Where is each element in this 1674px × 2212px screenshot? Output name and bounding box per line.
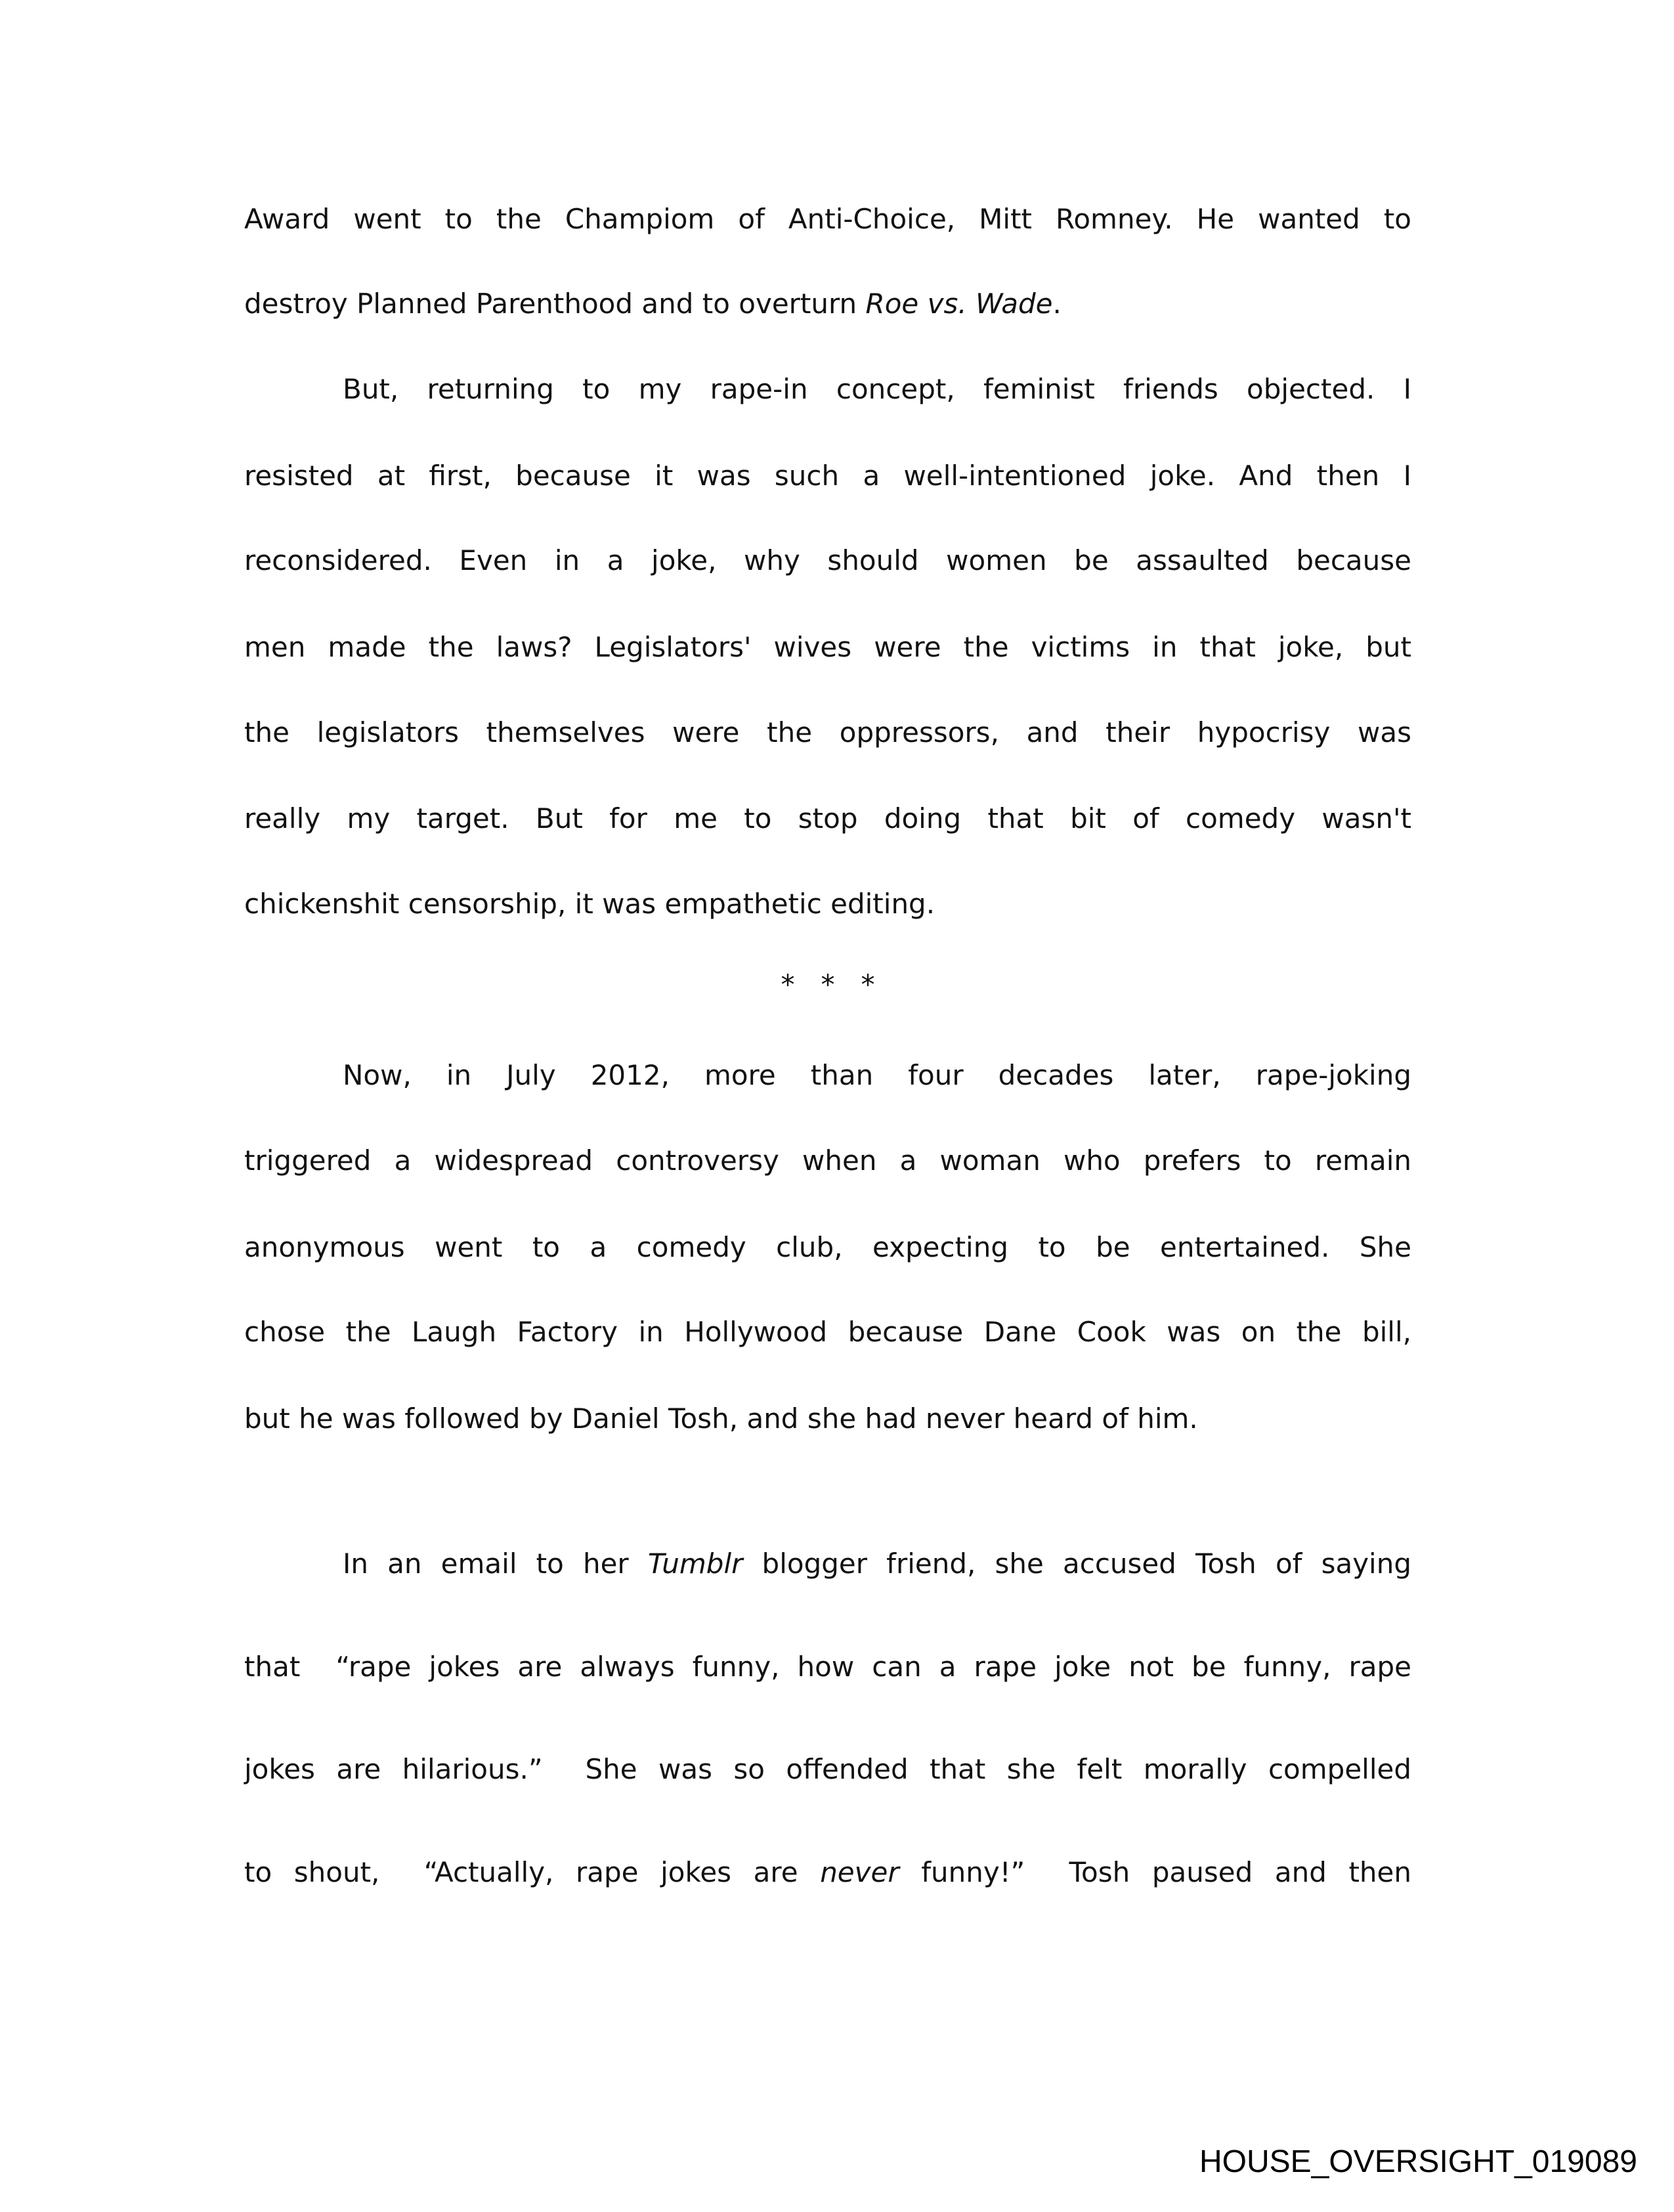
text-line	[343, 1544, 1411, 1584]
text-line	[244, 1647, 1411, 1687]
text-line	[244, 284, 1411, 324]
text-line	[244, 1312, 1411, 1352]
text-line	[244, 1228, 1411, 1267]
text-segment: really my target. But for me to stop doing that bit of comedy wasn't	[244, 802, 1411, 835]
text-segment: .	[1052, 288, 1062, 320]
text-segment: but he was followed by Daniel Tosh, and she had never heard of him.	[244, 1402, 1198, 1435]
text-line	[244, 799, 1411, 838]
text-line	[244, 1853, 1411, 1892]
text-segment: In an email to her	[343, 1548, 648, 1580]
text-segment: that “rape jokes are always funny, how can a rape joke not be funny, rape	[244, 1651, 1411, 1683]
text-segment: chickenshit censorship, it was empathetic editing.	[244, 888, 935, 920]
italic-text: Roe vs. Wade	[865, 288, 1053, 320]
text-line	[343, 370, 1411, 409]
text-line	[244, 1750, 1411, 1789]
text-segment: Award went to the Champiom of Anti-Choice, Mitt Romney. He wanted to	[244, 203, 1411, 235]
text-segment: * * *	[781, 968, 875, 1001]
text-segment: anonymous went to a comedy club, expecting to be entertained. She	[244, 1231, 1411, 1263]
text-segment: men made the laws? Legislators' wives were the victims in that joke, but	[244, 631, 1411, 663]
text-segment: destroy Planned Parenthood and to overturn	[244, 288, 866, 320]
text-line	[244, 200, 1411, 239]
text-line	[244, 541, 1411, 580]
text-line	[244, 1141, 1411, 1181]
text-segment: resisted at first, because it was such a well-intentioned joke. And then I	[244, 460, 1411, 492]
text-segment: to shout, “Actually, rape jokes are	[244, 1856, 821, 1888]
text-line	[244, 1399, 1411, 1439]
text-line	[343, 1056, 1411, 1095]
italic-text: never	[820, 1856, 899, 1888]
italic-text: Tumblr	[647, 1548, 743, 1580]
text-segment: chose the Laugh Factory in Hollywood because Dane Cook was on the bill,	[244, 1316, 1411, 1348]
text-segment: funny!” Tosh paused and then	[899, 1856, 1412, 1888]
text-segment: blogger friend, she accused Tosh of saying	[742, 1548, 1411, 1580]
text-line	[244, 713, 1411, 752]
text-line	[244, 456, 1411, 496]
text-line	[244, 628, 1411, 667]
text-segment: the legislators themselves were the oppressors, and their hypocrisy was	[244, 716, 1411, 748]
text-segment: Now, in July 2012, more than four decades later, rape-joking	[343, 1059, 1411, 1091]
text-segment: But, returning to my rape-in concept, feminist friends objected. I	[343, 373, 1411, 405]
text-segment: triggered a widespread controversy when a woman who prefers to remain	[244, 1144, 1411, 1177]
section-break	[244, 965, 1411, 1005]
text-segment: jokes are hilarious.” She was so offended that she felt morally compelled	[244, 1753, 1411, 1785]
text-line	[244, 884, 1411, 924]
text-segment: reconsidered. Even in a joke, why should women be assaulted because	[244, 544, 1411, 576]
bates-number: HOUSE_OVERSIGHT_019089	[1199, 2144, 1637, 2179]
